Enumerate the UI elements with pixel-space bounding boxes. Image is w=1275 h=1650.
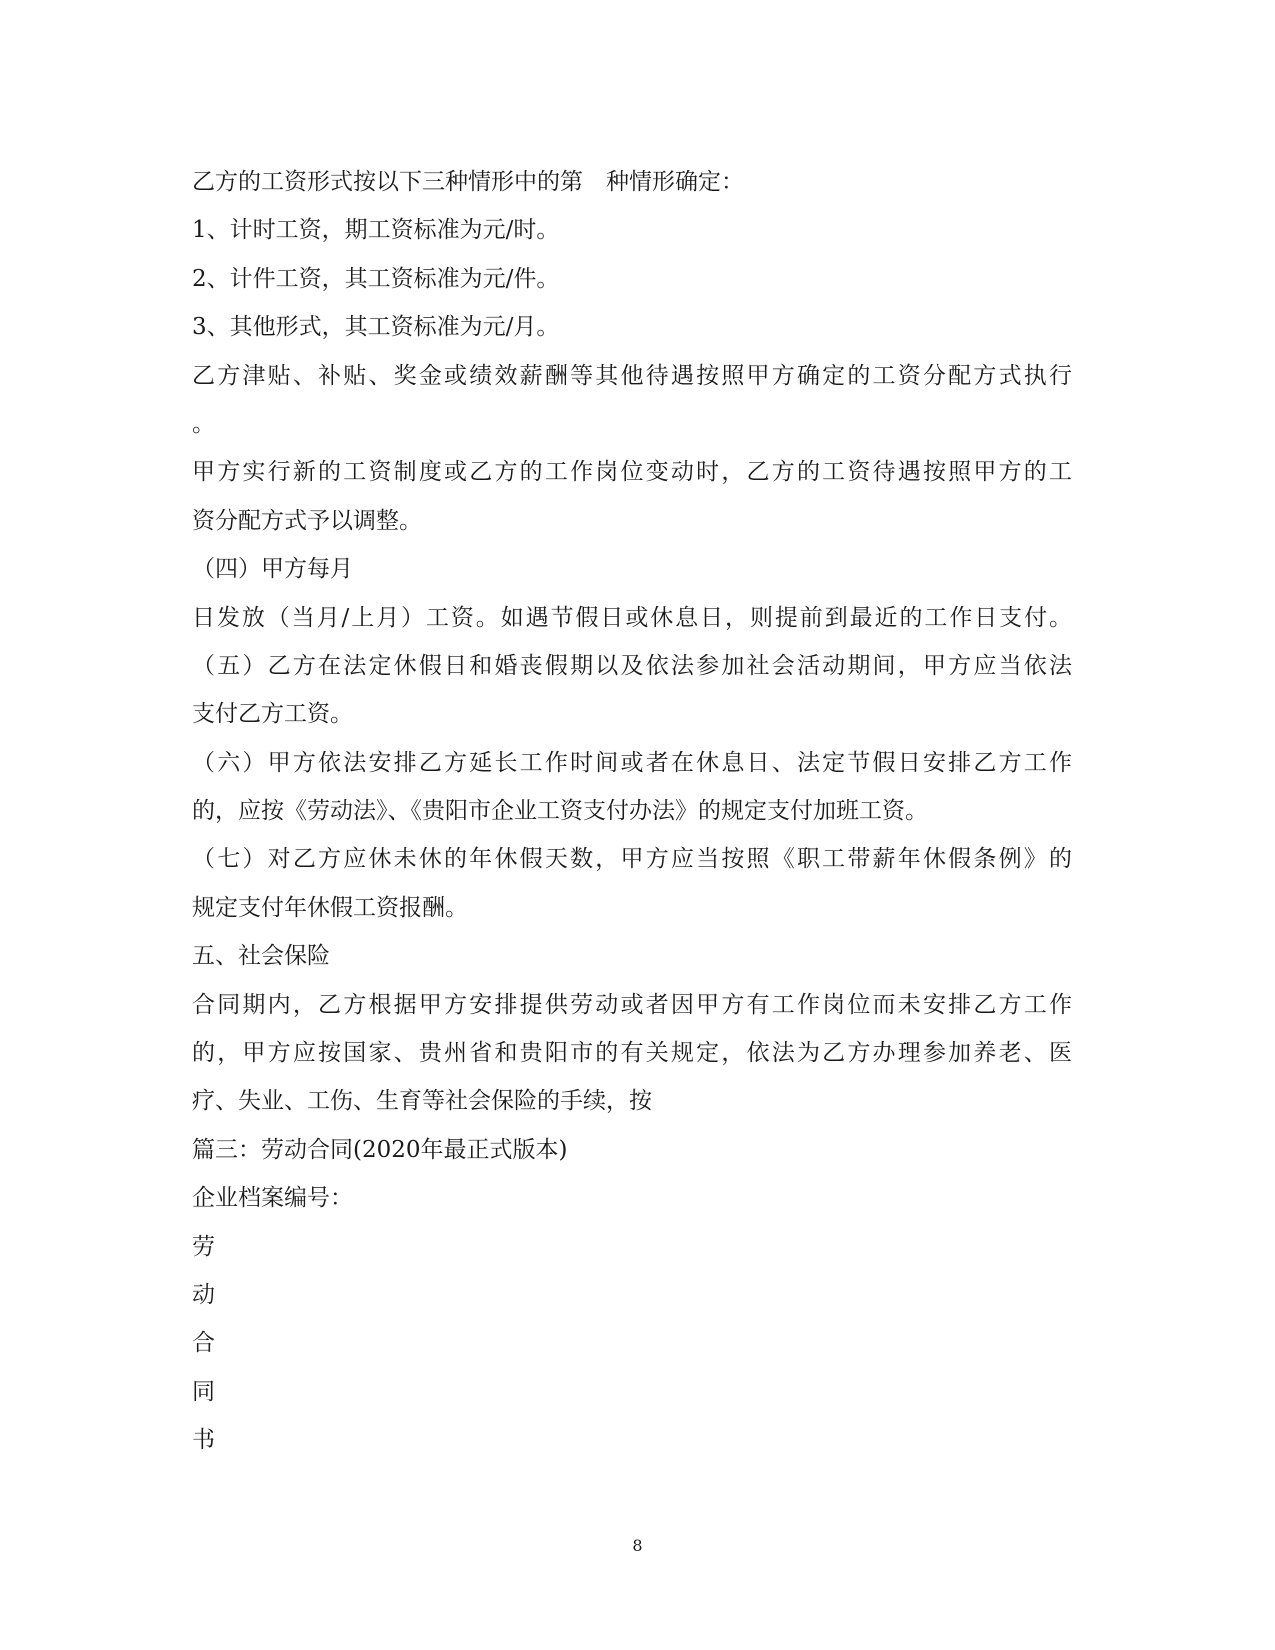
text-line: （五）乙方在法定休假日和婚丧假期以及依法参加社会活动期间，甲方应当依法 xyxy=(192,652,1072,679)
text-line: 疗、失业、工伤、生育等社会保险的手续，按 xyxy=(192,1088,652,1115)
title-char: 动 xyxy=(192,1281,215,1308)
page-number: 8 xyxy=(632,1536,643,1555)
text-line: 2、计件工资，其工资标准为元/件。 xyxy=(192,265,560,292)
document-body xyxy=(192,158,1072,1465)
text-line: 3、其他形式，其工资标准为元/月。 xyxy=(192,314,560,341)
section-heading: 篇三：劳动合同(2020年最正式版本) xyxy=(192,1136,568,1163)
text-line: 企业档案编号： xyxy=(192,1185,353,1212)
text-line: 的，甲方应按国家、贵州省和贵阳市的有关规定，依法为乙方办理参加养老、医 xyxy=(192,1040,1072,1067)
text-line: 合同期内，乙方根据甲方安排提供劳动或者因甲方有工作岗位而未安排乙方工作 xyxy=(192,991,1072,1018)
text-line: 。 xyxy=(192,410,215,437)
text-line: 乙方的工资形式按以下三种情形中的第 种情形确定： xyxy=(192,169,744,195)
section-heading: （四）甲方每月 xyxy=(192,556,353,583)
text-line: 规定支付年休假工资报酬。 xyxy=(192,894,468,921)
title-char: 合 xyxy=(192,1330,215,1357)
text-line: 的，应按《劳动法》、《贵阳市企业工资支付办法》的规定支付加班工资。 xyxy=(192,798,928,825)
text-line: （六）甲方依法安排乙方延长工作时间或者在休息日、法定节假日安排乙方工作 xyxy=(192,749,1072,776)
text-line: 日发放（当月/上月）工资。如遇节假日或休息日，则提前到最近的工作日支付。 xyxy=(192,604,1072,631)
text-line: 乙方津贴、补贴、奖金或绩效薪酬等其他待遇按照甲方确定的工资分配方式执行 xyxy=(192,362,1072,389)
title-char: 同 xyxy=(192,1378,215,1405)
text-line: 支付乙方工资。 xyxy=(192,701,353,728)
text-line: 1、计时工资，期工资标准为元/时。 xyxy=(192,217,560,244)
text-line: 甲方实行新的工资制度或乙方的工作岗位变动时，乙方的工资待遇按照甲方的工 xyxy=(192,459,1072,486)
text-line: （七）对乙方应休未休的年休假天数，甲方应当按照《职工带薪年休假条例》的 xyxy=(192,846,1072,873)
section-heading: 五、社会保险 xyxy=(192,943,330,970)
title-char: 书 xyxy=(192,1427,215,1454)
title-char: 劳 xyxy=(192,1233,215,1260)
text-line: 资分配方式予以调整。 xyxy=(192,507,422,534)
